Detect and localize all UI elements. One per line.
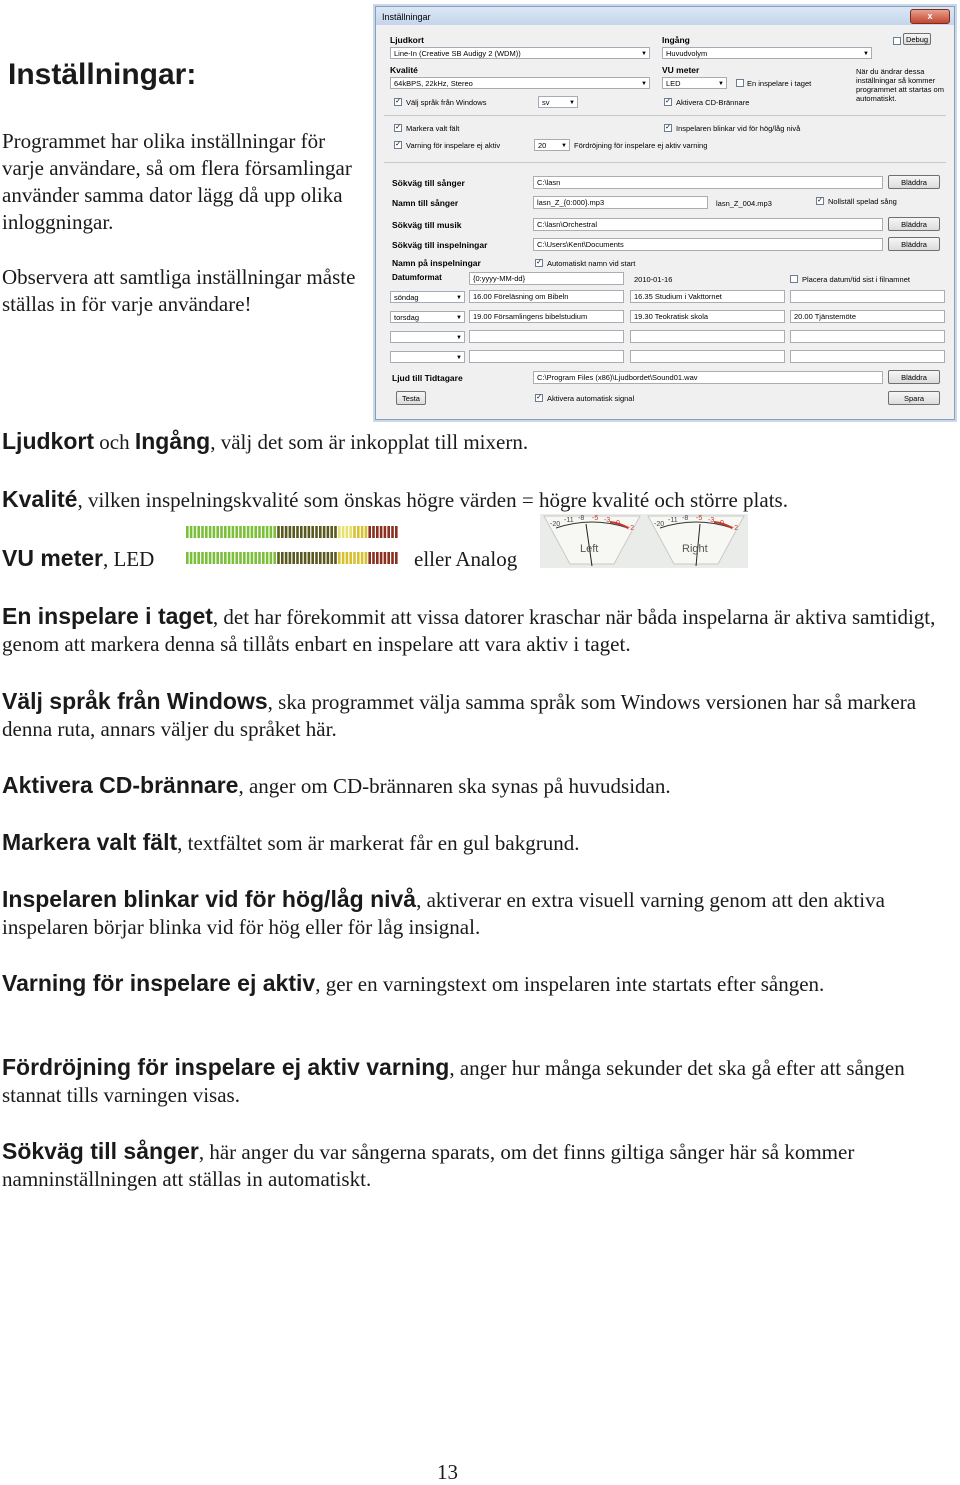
led-segment [228, 526, 231, 538]
led-segment [292, 526, 295, 538]
led-segment [346, 526, 349, 538]
led-segment [224, 526, 227, 538]
led-segment [311, 526, 314, 538]
datumformat-label: Datumformat [392, 273, 442, 282]
led-segment [190, 526, 193, 538]
schedule-input[interactable]: 19.00 Församlingens bibelstudium [469, 310, 624, 323]
close-button[interactable]: x [910, 9, 950, 24]
led-segment [194, 526, 197, 538]
datum-example: 2010-01-16 [634, 275, 673, 284]
led-segment [220, 552, 223, 564]
led-segment [395, 526, 398, 538]
valj-sprak-checkbox[interactable]: ✓ [395, 98, 401, 105]
sprak-select[interactable]: sv ▼ [538, 96, 578, 108]
chevron-down-icon: ▼ [569, 100, 575, 106]
meter-label-left: Left [580, 543, 599, 555]
led-segment [270, 552, 273, 564]
namn-sanger-label: Namn till sånger [392, 198, 459, 208]
scale-label: -3 [708, 517, 715, 524]
led-segment [368, 552, 371, 564]
led-segment [228, 552, 231, 564]
sokvag-sanger-input[interactable]: C:\lasn [533, 176, 883, 189]
led-segment [323, 526, 326, 538]
browse-ljud-button[interactable]: Bläddra [888, 370, 940, 384]
scale-label: +2 [730, 525, 738, 532]
schedule-input[interactable]: 20.00 Tjänstemöte [790, 310, 945, 323]
scale-label: -11 [668, 517, 678, 524]
led-segment [235, 552, 238, 564]
led-segment [201, 526, 204, 538]
auto-namn-checkbox[interactable]: ✓ [536, 259, 542, 266]
led-segment [380, 526, 383, 538]
led-segment [357, 552, 360, 564]
placera-label: Placera datum/tid sist i filnamnet [802, 275, 910, 284]
schedule-input[interactable] [790, 290, 945, 303]
led-segment [308, 552, 311, 564]
led-segment [247, 552, 250, 564]
namn-example: lasn_Z_004.mp3 [716, 199, 772, 208]
schedule-input[interactable] [469, 330, 624, 343]
led-segment [258, 526, 261, 538]
led-segment [376, 552, 379, 564]
vu-label: VU meter [662, 65, 700, 75]
led-segment [262, 526, 265, 538]
chevron-down-icon: ▼ [718, 81, 724, 87]
ingang-label: Ingång [662, 35, 690, 45]
chevron-down-icon: ▼ [561, 143, 567, 149]
led-segment [395, 552, 398, 564]
led-segment [190, 552, 193, 564]
led-segment [277, 552, 280, 564]
schedule-input[interactable]: 16.00 Föreläsning om Bibeln [469, 290, 624, 303]
led-segment [277, 526, 280, 538]
chevron-down-icon: ▼ [456, 315, 462, 321]
led-segment [201, 552, 204, 564]
browse-musik-button[interactable]: Bläddra [888, 217, 940, 231]
ljud-tid-label: Ljud till Tidtagare [392, 373, 463, 383]
varning-checkbox[interactable]: ✓ [395, 141, 401, 148]
schedule-day-select[interactable]: torsdag ▼ [390, 311, 465, 323]
browse-sanger-button[interactable]: Bläddra [888, 175, 940, 189]
scale-label: -8 [578, 515, 585, 522]
chevron-down-icon: ▼ [456, 355, 462, 361]
led-segment [296, 552, 299, 564]
led-segment [209, 526, 212, 538]
led-segment [197, 526, 200, 538]
valj-sprak-label: Välj språk från Windows [406, 98, 487, 107]
led-segment [342, 552, 345, 564]
led-segment [205, 526, 208, 538]
scale-label: -5 [696, 515, 703, 522]
nollstall-label: Nollställ spelad sång [828, 197, 897, 206]
schedule-input[interactable]: 16.35 Studium i Vakttornet [630, 290, 785, 303]
namn-insp-label: Namn på inspelningar [392, 258, 481, 268]
led-segment [353, 526, 356, 538]
led-vu-meter [178, 518, 404, 570]
led-segment [205, 552, 208, 564]
led-segment [281, 526, 284, 538]
settings-dialog [375, 6, 955, 420]
ljudkort-select[interactable]: Line-In (Creative SB Audigy 2 (WDM)) ▼ [390, 47, 650, 59]
page-title: Inställningar: [8, 58, 197, 91]
paragraph-varning: Varning för inspelare ej aktiv, ger en varningstext om inspelaren inte startats efter sången. [2, 970, 825, 996]
schedule-input[interactable] [630, 330, 785, 343]
led-segment [323, 552, 326, 564]
led-segment [372, 552, 375, 564]
led-segment [216, 526, 219, 538]
blinkar-label: Inspelaren blinkar vid för hög/låg nivå [676, 124, 801, 133]
schedule-input[interactable] [790, 330, 945, 343]
intro-warning: Observera att samtliga inställningar måste ställas in för varje användare! [2, 265, 356, 316]
led-segment [338, 552, 341, 564]
led-segment [213, 552, 216, 564]
led-segment [391, 552, 394, 564]
scale-label: -8 [682, 515, 689, 522]
scale-label: -11 [564, 517, 574, 524]
led-segment [361, 552, 364, 564]
ljud-tid-input[interactable]: C:\Program Files (x86)\Ljudbordet\Sound01.wav [533, 371, 883, 384]
led-segment [296, 526, 299, 538]
paragraph-ljudkort: Ljudkort och Ingång, välj det som är inkopplat till mixern. [2, 428, 529, 454]
led-segment [194, 552, 197, 564]
led-segment [232, 526, 235, 538]
fordrojning-label: Fördröjning för inspelare ej aktiv varning [574, 141, 708, 150]
led-segment [304, 552, 307, 564]
led-segment [239, 552, 242, 564]
led-segment [300, 526, 303, 538]
auto-namn-label: Automatiskt namn vid start [547, 259, 636, 268]
led-segment [334, 552, 337, 564]
led-segment [197, 552, 200, 564]
led-segment [247, 526, 250, 538]
analog-vu-meter [540, 514, 748, 568]
led-segment [319, 526, 322, 538]
led-segment [353, 552, 356, 564]
scale-label: +2 [626, 525, 634, 532]
led-segment [281, 552, 284, 564]
led-segment [361, 526, 364, 538]
led-segment [209, 552, 212, 564]
led-segment [330, 526, 333, 538]
led-segment [384, 552, 387, 564]
paragraph-kvalite: Kvalité, vilken inspelningskvalité som önskas högre värden = högre kvalité och större plats. [2, 486, 788, 512]
led-segment [365, 552, 368, 564]
paragraph-fordrojning: Fördröjning för inspelare ej aktiv varning, anger hur många sekunder det ska gå efter att sången stannat tills varningen visas. [2, 1054, 905, 1107]
aktivera-cd-checkbox[interactable]: ✓ [665, 98, 671, 105]
page-number: 13 [437, 1460, 458, 1484]
markera-label: Markera valt fält [406, 124, 460, 133]
paragraph-blinkar: Inspelaren blinkar vid för hög/låg nivå, aktiverar en extra visuell varning genom att den aktiva inspelaren börjar blinka vid för hög eller för låg insignal. [2, 886, 885, 939]
led-segment [213, 526, 216, 538]
debug-button[interactable]: Debug [903, 33, 931, 45]
led-segment [251, 526, 254, 538]
fordrojning-select[interactable]: 20 ▼ [534, 139, 570, 151]
vu-analog-text: eller Analog [414, 547, 518, 571]
led-segment [243, 526, 246, 538]
paragraph-vu: VU meter, LED [2, 545, 155, 571]
led-segment [273, 552, 276, 564]
sokvag-musik-input[interactable]: C:\lasn\Orchestral [533, 218, 883, 231]
sokvag-insp-input[interactable]: C:\Users\Kent\Documents [533, 238, 883, 251]
chevron-down-icon: ▼ [456, 335, 462, 341]
scale-label: -20 [550, 521, 561, 528]
led-segment [254, 552, 257, 564]
led-segment [304, 526, 307, 538]
led-segment [334, 526, 337, 538]
led-segment [308, 526, 311, 538]
paragraph-en-inspelare: En inspelare i taget, det har förekommit att vissa datorer kraschar när båda inspelarna är aktiva samtidigt, genom att markera denna så tillåts enbart en inspelare att vara aktiv i taget. [2, 603, 936, 656]
aktivera-cd-label: Aktivera CD-Brännare [676, 98, 750, 107]
markera-checkbox[interactable]: ✓ [395, 124, 401, 131]
led-segment [235, 526, 238, 538]
led-segment [368, 526, 371, 538]
blinkar-checkbox[interactable]: ✓ [665, 124, 671, 131]
ingang-select[interactable]: Huvudvolym ▼ [662, 47, 872, 59]
debug-checkbox[interactable] [893, 37, 901, 45]
spara-button[interactable]: Spara [888, 391, 940, 405]
led-segment [338, 526, 341, 538]
chevron-down-icon: ▼ [641, 81, 647, 87]
sokvag-musik-label: Sökväg till musik [392, 220, 462, 230]
led-segment [349, 552, 352, 564]
ljudkort-label: Ljudkort [390, 35, 424, 45]
led-segment [384, 526, 387, 538]
namn-sanger-input[interactable]: lasn_Z_{0:000}.mp3 [533, 196, 708, 209]
schedule-input[interactable] [469, 350, 624, 363]
meter-label-right: Right [682, 543, 708, 555]
led-segment [254, 526, 257, 538]
scale-label: -20 [654, 521, 665, 528]
testa-button[interactable]: Testa [396, 391, 426, 405]
chevron-down-icon: ▼ [863, 51, 869, 57]
led-segment [342, 526, 345, 538]
en-inspelare-checkbox[interactable] [736, 79, 744, 87]
aktivera-signal-checkbox[interactable]: ✓ [536, 394, 542, 401]
led-segment [224, 552, 227, 564]
led-segment [285, 552, 288, 564]
led-segment [357, 526, 360, 538]
paragraph-sokvag: Sökväg till sånger, här anger du var sångerna sparats, om det finns giltiga sånger här så kommer namninställningen att ställas in automatiskt. [2, 1138, 855, 1191]
led-segment [311, 552, 314, 564]
sokvag-insp-label: Sökväg till inspelningar [392, 240, 488, 250]
intro-text: Programmet har olika inställningar för varje användare, så om flera församlingar använder samma dator lägg då upp olika inloggningar. [2, 129, 352, 234]
scale-label: 0 [616, 520, 620, 527]
divider [384, 115, 946, 116]
divider [384, 162, 946, 163]
led-segment [239, 526, 242, 538]
led-segment [346, 552, 349, 564]
paragraph-valj-sprak: Välj språk från Windows, ska programmet välja samma språk som Windows versionen har så markera denna ruta, annars väljer du språket här. [2, 688, 917, 741]
schedule-input[interactable]: 19.30 Teokratisk skola [630, 310, 785, 323]
led-segment [262, 552, 265, 564]
chevron-down-icon: ▼ [641, 51, 647, 57]
led-segment [186, 526, 189, 538]
schedule-day-select[interactable] [390, 351, 465, 363]
led-segment [319, 552, 322, 564]
kvalite-label: Kvalité [390, 65, 418, 75]
led-segment [349, 526, 352, 538]
led-segment [251, 552, 254, 564]
led-segment [232, 552, 235, 564]
browse-insp-button[interactable]: Bläddra [888, 237, 940, 251]
led-segment [289, 552, 292, 564]
scale-label: -5 [592, 515, 599, 522]
en-inspelare-label: En inspelare i taget [747, 79, 812, 88]
paragraph-markera: Markera valt fält, textfältet som är markerat får en gul bakgrund. [2, 829, 580, 855]
datumformat-input[interactable]: {0:yyyy-MM-dd} [469, 272, 624, 285]
led-segment [266, 526, 269, 538]
schedule-input[interactable] [630, 350, 785, 363]
varning-label: Varning för inspelare ej aktiv [406, 141, 501, 150]
led-segment [300, 552, 303, 564]
title-bar [376, 7, 954, 25]
led-segment [258, 552, 261, 564]
dialog-title: Inställningar [382, 12, 431, 22]
restart-hint: När du ändrar dessa inställningar så kommer programmet att startas om automatiskt. [856, 67, 944, 103]
led-segment [387, 552, 390, 564]
led-segment [380, 552, 383, 564]
led-segment [285, 526, 288, 538]
scale-label: 0 [720, 520, 724, 527]
led-segment [315, 526, 318, 538]
led-segment [270, 526, 273, 538]
kvalite-select[interactable]: 64kBPS, 22kHz, Stereo ▼ [390, 77, 650, 89]
chevron-down-icon: ▼ [456, 295, 462, 301]
led-segment [391, 526, 394, 538]
vu-select[interactable]: LED ▼ [662, 77, 727, 89]
nollstall-checkbox[interactable]: ✓ [817, 197, 823, 204]
led-segment [327, 552, 330, 564]
sokvag-sanger-label: Sökväg till sånger [392, 178, 465, 188]
led-segment [327, 526, 330, 538]
led-segment [365, 526, 368, 538]
led-segment [376, 526, 379, 538]
led-segment [273, 526, 276, 538]
led-segment [387, 526, 390, 538]
led-segment [216, 552, 219, 564]
paragraph-aktivera-cd: Aktivera CD-brännare, anger om CD-brännaren ska synas på huvudsidan. [2, 772, 671, 798]
schedule-input[interactable] [790, 350, 945, 363]
schedule-day-select[interactable]: söndag ▼ [390, 291, 465, 303]
led-segment [292, 552, 295, 564]
led-segment [315, 552, 318, 564]
led-segment [289, 526, 292, 538]
schedule-day-select[interactable] [390, 331, 465, 343]
aktivera-signal-label: Aktivera automatisk signal [547, 394, 635, 403]
led-segment [243, 552, 246, 564]
led-segment [266, 552, 269, 564]
scale-label: -3 [604, 517, 611, 524]
led-segment [330, 552, 333, 564]
led-segment [372, 526, 375, 538]
led-segment [186, 552, 189, 564]
led-segment [220, 526, 223, 538]
placera-checkbox[interactable] [790, 275, 798, 283]
